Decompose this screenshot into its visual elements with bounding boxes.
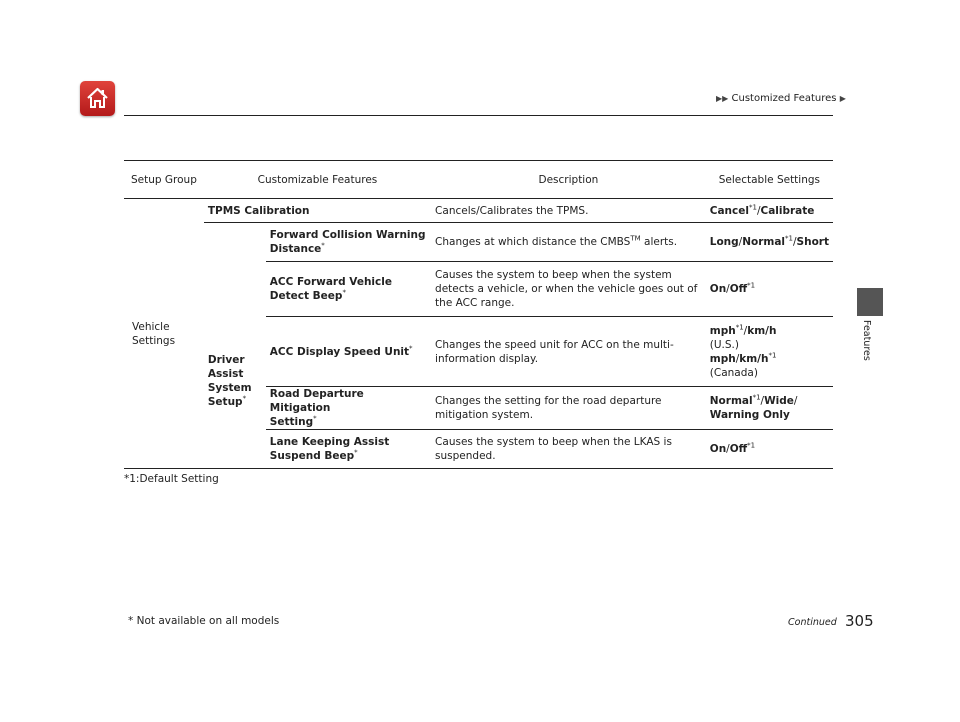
settings-cell [706, 317, 833, 387]
settings-cell [706, 430, 833, 469]
feature-label: ACC Forward Vehicle [269, 276, 392, 288]
feature-cell [266, 317, 431, 387]
feature-label: TPMS Calibration [207, 204, 310, 217]
subgroup-driver-assist-system-setup [204, 223, 266, 469]
setting-option: km/h [739, 352, 769, 365]
trademark-mark: TM [630, 234, 641, 243]
continued-label: Continued [788, 617, 837, 628]
feature-label: Lane Keeping Assist [269, 436, 390, 448]
separator: / [743, 324, 748, 337]
home-icon [85, 86, 110, 111]
description-cell: Causes the system to beep when the LKAS is suspended. [431, 430, 706, 469]
feature-label-text: ACC Display Speed Unit [269, 345, 410, 358]
availability-marker: * [242, 394, 247, 402]
separator: / [760, 395, 765, 407]
feature-label [270, 289, 427, 303]
subgroup-line [208, 395, 262, 409]
feature-label [270, 242, 427, 256]
setting-option: Wide [764, 395, 794, 407]
separator: / [793, 236, 797, 248]
setting-option: Warning Only [709, 409, 790, 421]
table-row [124, 223, 833, 262]
setting-line [710, 324, 829, 338]
separator: / [726, 283, 730, 295]
setting-option: Normal [709, 395, 753, 407]
subgroup-line: System [207, 381, 252, 394]
feature-tpms-calibration [204, 199, 431, 223]
description-text: Changes at which distance the CMBS [435, 236, 631, 248]
header-divider [124, 115, 833, 116]
header-customizable-features: Customizable Features [204, 161, 431, 199]
setting-option: On [709, 443, 727, 455]
breadcrumb[interactable] [716, 93, 846, 104]
setting-option: km/h [747, 324, 777, 337]
breadcrumb-title[interactable]: Customized Features [731, 93, 837, 104]
description-cell: Causes the system to beep when the system detects a vehicle, or when the vehicle goes out of the ACC range. [431, 262, 706, 317]
region-label: (Canada) [709, 366, 758, 379]
feature-label-text: Suspend Beep [269, 450, 355, 462]
default-marker: *1 [735, 323, 744, 331]
separator: / [726, 443, 730, 455]
description-cell [431, 223, 706, 262]
separator: / [735, 352, 740, 365]
feature-cell [266, 262, 431, 317]
feature-label [270, 345, 427, 359]
breadcrumb-arrows-icon: ▶▶ [716, 94, 729, 103]
description-text: alerts. [640, 236, 678, 248]
setting-line [710, 394, 829, 408]
default-marker: *1 [768, 351, 777, 359]
feature-label-text: Detect Beep [269, 290, 343, 302]
setting-option: Normal [742, 236, 786, 248]
default-setting-footnote: *1:Default Setting [124, 473, 219, 485]
feature-label: Road Departure Mitigation [269, 388, 364, 414]
feature-cell [266, 223, 431, 262]
feature-label-text: Setting [269, 416, 314, 428]
table-row [124, 199, 833, 223]
setting-line [710, 352, 829, 366]
separator: / [738, 236, 743, 248]
header-description: Description [431, 161, 706, 199]
feature-cell [266, 430, 431, 469]
page-number: 305 [845, 612, 874, 630]
header-selectable-settings: Selectable Settings [706, 161, 833, 199]
subgroup-label [208, 283, 262, 409]
table-header-row [124, 161, 833, 199]
availability-marker: * [342, 288, 346, 297]
settings-cell [706, 223, 833, 262]
region-label: (U.S.) [709, 338, 739, 351]
availability-marker: * [409, 344, 413, 352]
setting-option: Calibrate [760, 204, 815, 217]
setting-option: Short [796, 236, 829, 248]
setting-option: Off [729, 443, 748, 455]
setting-option: Long [709, 236, 739, 248]
section-tab[interactable] [857, 288, 883, 316]
default-marker: *1 [748, 203, 757, 211]
subgroup-line: Driver [207, 353, 245, 366]
default-marker: *1 [747, 281, 756, 290]
default-marker: *1 [785, 234, 793, 243]
description-cell: Cancels/Calibrates the TPMS. [431, 199, 706, 223]
subgroup-line: Assist [207, 367, 244, 380]
availability-note: * Not available on all models [128, 615, 280, 627]
feature-label: Forward Collision Warning [269, 229, 426, 241]
availability-marker: * [321, 241, 325, 250]
setting-option: mph [709, 324, 736, 337]
availability-marker: * [354, 448, 358, 457]
feature-cell [266, 387, 431, 430]
default-marker: *1 [752, 393, 761, 402]
settings-cell [706, 199, 833, 223]
separator: / [756, 204, 761, 217]
settings-cell [706, 387, 833, 430]
description-cell: Changes the speed unit for ACC on the multi-information display. [431, 317, 706, 387]
setting-option: Cancel [709, 204, 749, 217]
group-label: Vehicle Settings [132, 320, 176, 347]
feature-label-text: Distance [269, 243, 322, 255]
customized-features-table [124, 160, 833, 469]
breadcrumb-end-icon: ▶ [839, 94, 846, 103]
header-setup-group: Setup Group [124, 161, 204, 199]
description-cell: Changes the setting for the road departure mitigation system. [431, 387, 706, 430]
setting-option: On [709, 283, 727, 295]
setting-option: Off [729, 283, 748, 295]
feature-label [270, 449, 427, 463]
settings-cell [706, 262, 833, 317]
home-button[interactable] [80, 81, 115, 116]
setting-option: mph [709, 352, 736, 365]
section-tab-label: Features [861, 320, 872, 361]
default-marker: *1 [747, 441, 756, 450]
subgroup-line-text: Setup [207, 395, 243, 408]
feature-label [270, 415, 427, 429]
group-vehicle-settings [124, 199, 204, 469]
availability-marker: * [313, 414, 317, 423]
separator: / [793, 395, 798, 407]
